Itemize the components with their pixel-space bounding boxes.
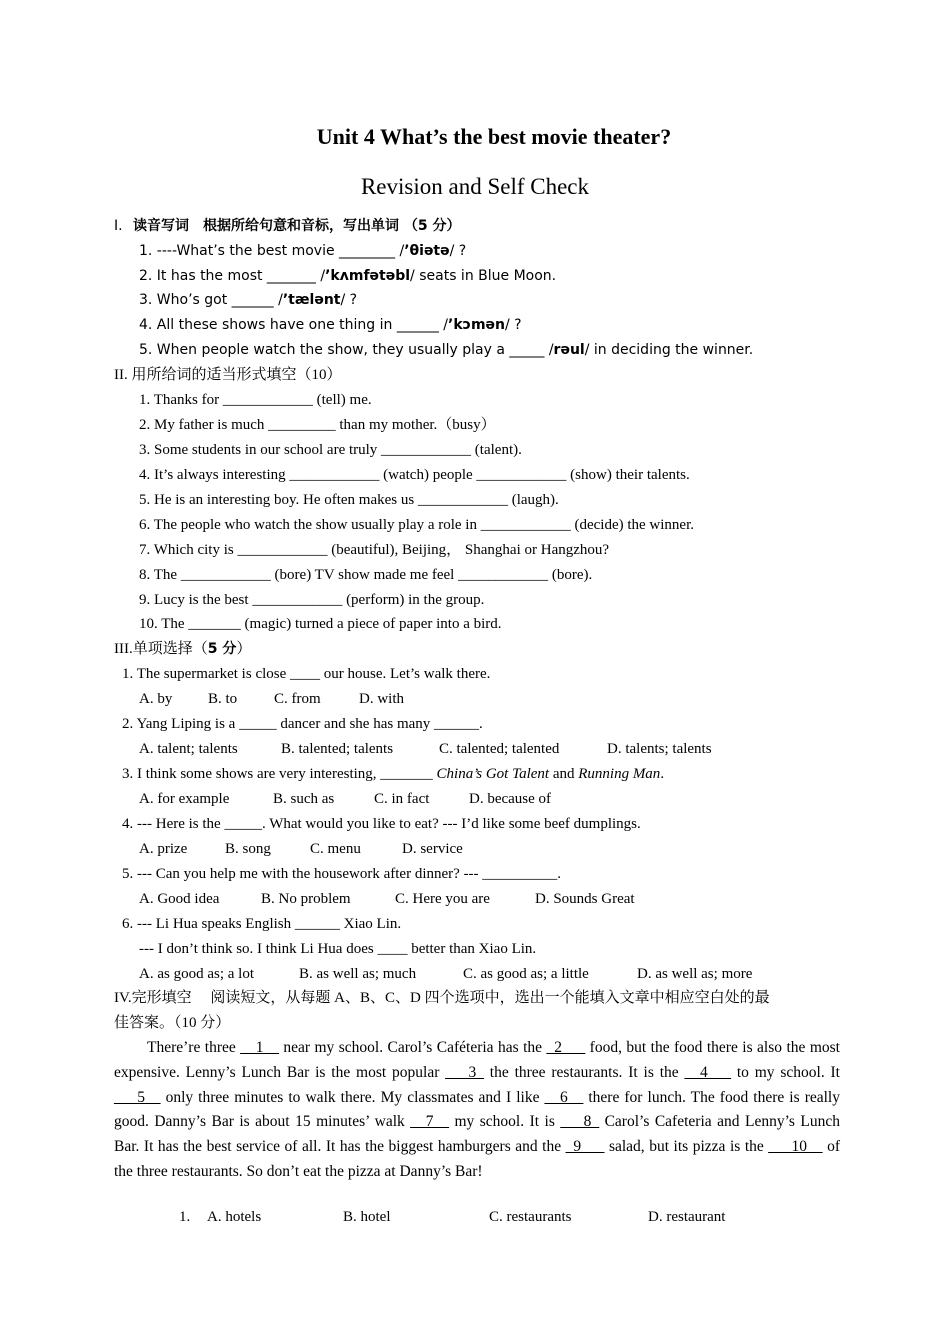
option: B. hotel [343, 1209, 391, 1225]
section2-item: 10. The _______ (magic) turned a piece of paper into a bird. [139, 616, 502, 632]
section1-heading [114, 216, 461, 236]
option: B. such as [273, 791, 335, 807]
option: B. to [208, 691, 238, 707]
answer-options [139, 839, 463, 859]
cloze-blank: ___3_ [445, 1063, 484, 1081]
cloze-passage: There’re three __1__ near my school. Carol’s Caféteria has the _2___ food, but the food there is also the most expensive. Lenny’s Lunch Bar is the most popular ___3_ the three restaurants. It is the __4___ to my school. It ___5__ only three minutes to walk there. My classmates and I like __6__ there for lunch. The food there is really good. Danny’s Bar is about 15 minutes’ walk __7__ my school. It is ___8_ Carol’s Cafeteria and Lenny’s Lunch Bar. It has the best service of all. It has the biggest hamburgers and the _9___ salad, but its pizza is the ___10__ of the three restaurants. So don’t eat the pizza at Danny’s Bar! [114, 1039, 840, 1180]
question: 4. --- Here is the _____. What would you like to eat? --- I’d like some beef dumplings. [122, 816, 641, 832]
question: 6. --- Li Hua speaks English ______ Xiao Lin. [122, 916, 402, 932]
option: B. talented; talents [281, 741, 394, 757]
option: A. by [139, 691, 173, 707]
option: C. talented; talented [439, 741, 560, 757]
section1-item: 3. Who’s got ______ /’tælənt/ ? [139, 292, 358, 308]
option: C. in fact [374, 791, 430, 807]
cloze-blank: ___5__ [114, 1088, 161, 1106]
section2-item: 5. He is an interesting boy. He often makes us ____________ (laugh). [139, 492, 559, 508]
section2-item: 9. Lucy is the best ____________ (perform) in the group. [139, 592, 485, 608]
option: C. as good as; a little [463, 966, 589, 982]
section2-item: 4. It’s always interesting ____________ (watch) people ____________ (show) their talents. [139, 467, 690, 483]
question: 1. The supermarket is close ____ our house. Let’s walk there. [122, 666, 491, 682]
cloze-blank: __1__ [240, 1039, 279, 1056]
option: A. as good as; a lot [139, 966, 254, 982]
question: 2. Yang Liping is a _____ dancer and she has many ______. [122, 716, 483, 732]
option: D. because of [469, 791, 552, 807]
option: D. as well as; more [637, 966, 753, 982]
section1-item: 2. It has the most _______ /’kʌmfətəbl/ seats in Blue Moon. [139, 268, 557, 284]
answer-options [179, 1207, 725, 1227]
option: A. for example [139, 791, 230, 807]
section1-title: 读音写词 根据所给句意和音标，写出单词 （5 分） [133, 218, 461, 234]
option: C. from [274, 691, 321, 707]
option: C. Here you are [395, 891, 490, 907]
section1-item: 4. All these shows have one thing in ______ /’kɔmən/ ? [139, 317, 522, 333]
answer-options [139, 689, 404, 709]
option: D. with [359, 691, 404, 707]
answer-options [139, 789, 551, 809]
page-subtitle: Revision and Self Check [360, 174, 590, 199]
option: A. prize [139, 841, 188, 857]
question: 5. --- Can you help me with the housework after dinner? --- __________. [122, 866, 562, 882]
section1-item: 1. ----What’s the best movie ________ /’θiətə/ ? [139, 243, 467, 259]
cloze-blank: _2___ [546, 1039, 586, 1056]
question-continued: --- I don’t think so. I think Li Hua does ____ better than Xiao Lin. [139, 941, 537, 957]
section1-item: 5. When people watch the show, they usually play a _____ /rəul/ in deciding the winner. [139, 342, 754, 358]
cloze-blank: _9___ [565, 1138, 605, 1156]
question: 3. I think some shows are very interesting, _______ China’s Got Talent and Running Man. [122, 766, 665, 782]
cloze-blank: __7__ [410, 1113, 449, 1131]
section2-item: 3. Some students in our school are truly ____________ (talent). [139, 442, 522, 458]
option: D. talents; talents [607, 741, 712, 757]
section4-heading-cont: 佳答案。（10 分） [114, 1015, 231, 1031]
option: A. talent; talents [139, 741, 238, 757]
option: B. as well as; much [299, 966, 417, 982]
option: C. menu [310, 841, 361, 857]
answer-options [139, 964, 752, 984]
page-title: Unit 4 What’s the best movie theater? [316, 124, 672, 149]
option: D. Sounds Great [535, 891, 635, 907]
cloze-blank: __6__ [544, 1088, 584, 1106]
option: B. No problem [261, 891, 351, 907]
section2-item: 6. The people who watch the show usually play a role in ____________ (decide) the winner. [139, 517, 695, 533]
section2-item: 1. Thanks for ____________ (tell) me. [139, 392, 372, 408]
section2-item: 2. My father is much _________ than my mother.（busy） [139, 417, 496, 433]
section1-number: I. [114, 218, 123, 234]
cloze-blank: ___10__ [768, 1138, 823, 1156]
answer-options [139, 889, 635, 909]
section2-heading: II. 用所给词的适当形式填空（10） [114, 367, 342, 383]
cloze-blank: __4___ [684, 1063, 731, 1081]
section2-item: 8. The ____________ (bore) TV show made me feel ____________ (bore). [139, 567, 593, 583]
option: D. restaurant [648, 1209, 726, 1225]
section3-heading: III.单项选择（5 分） [114, 641, 252, 657]
option-number: 1. [179, 1209, 191, 1225]
option: B. song [225, 841, 271, 857]
section4-heading: IV.完形填空 阅读短文，从每题 A、B、C、D 四个选项中，选出一个能填入文章中相应空白处的最 [114, 990, 770, 1006]
cloze-blank: ___8_ [560, 1113, 600, 1131]
option: D. service [402, 841, 463, 857]
option: A. Good idea [139, 891, 220, 907]
section2-item: 7. Which city is ____________ (beautiful), Beijing， Shanghai or Hangzhou? [139, 542, 610, 558]
option: C. restaurants [489, 1209, 572, 1225]
answer-options [139, 739, 712, 759]
option: A. hotels [207, 1209, 262, 1225]
